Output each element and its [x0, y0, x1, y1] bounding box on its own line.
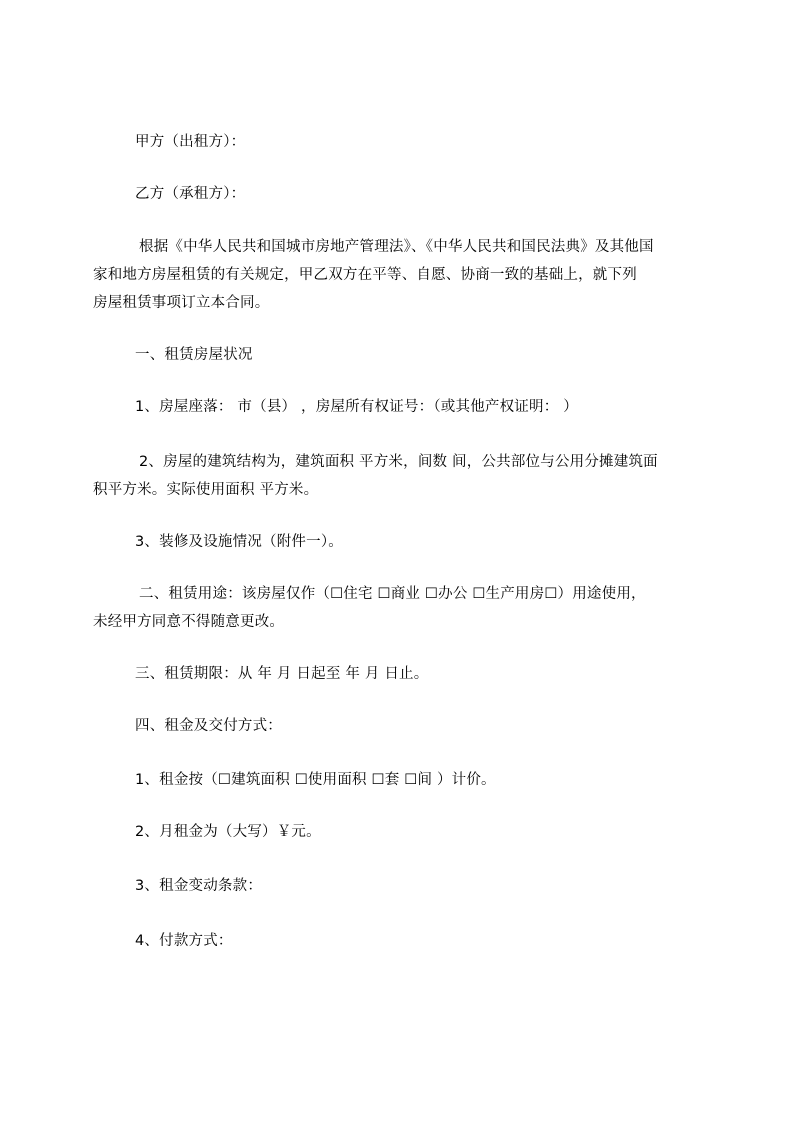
section-4-item-3: 3、租金变动条款： [135, 878, 263, 894]
party-b-line: 乙方（承租方）： [135, 186, 246, 202]
section-1-item-3: 3、装修及设施情况（附件一）。 [135, 534, 343, 550]
preamble-line-1: 根据《中华人民共和国城市房地产管理法》、《中华人民共和国民法典》及其他国 [139, 239, 654, 255]
section-4-heading: 四、租金及交付方式： [135, 718, 282, 734]
section-1-item-1: 1、房屋座落： 市（县） ，房屋所有权证号：（或其他产权证明： ） [135, 399, 578, 415]
section-2-line-2: 未经甲方同意不得随意更改。 [93, 614, 285, 630]
preamble-line-3: 房屋租赁事项订立本合同。 [93, 295, 270, 311]
section-3-line: 三、租赁期限：从 年 月 日起至 年 月 日止。 [135, 666, 429, 682]
section-1-item-2-line-1: 2、房屋的建筑结构为，建筑面积 平方米，间数 间，公共部位与公用分摊建筑面 [139, 454, 658, 470]
section-4-item-1: 1、租金按（☐建筑面积 ☐使用面积 ☐套 ☐间 ）计价。 [135, 772, 496, 788]
section-4-item-4: 4、付款方式： [135, 933, 233, 949]
section-4-item-2: 2、月租金为（大写）￥元。 [135, 824, 321, 840]
section-1-item-2-line-2: 积平方米。实际使用面积 平方米。 [93, 482, 319, 498]
section-1-heading: 一、租赁房屋状况 [135, 347, 253, 363]
party-a-line: 甲方（出租方）： [135, 134, 246, 150]
preamble-line-2: 家和地方房屋租赁的有关规定，甲乙双方在平等、自愿、协商一致的基础上，就下列 [93, 267, 637, 283]
section-2-line-1: 二、租赁用途：该房屋仅作（☐住宅 ☐商业 ☐办公 ☐生产用房☐）用途使用， [139, 586, 646, 602]
